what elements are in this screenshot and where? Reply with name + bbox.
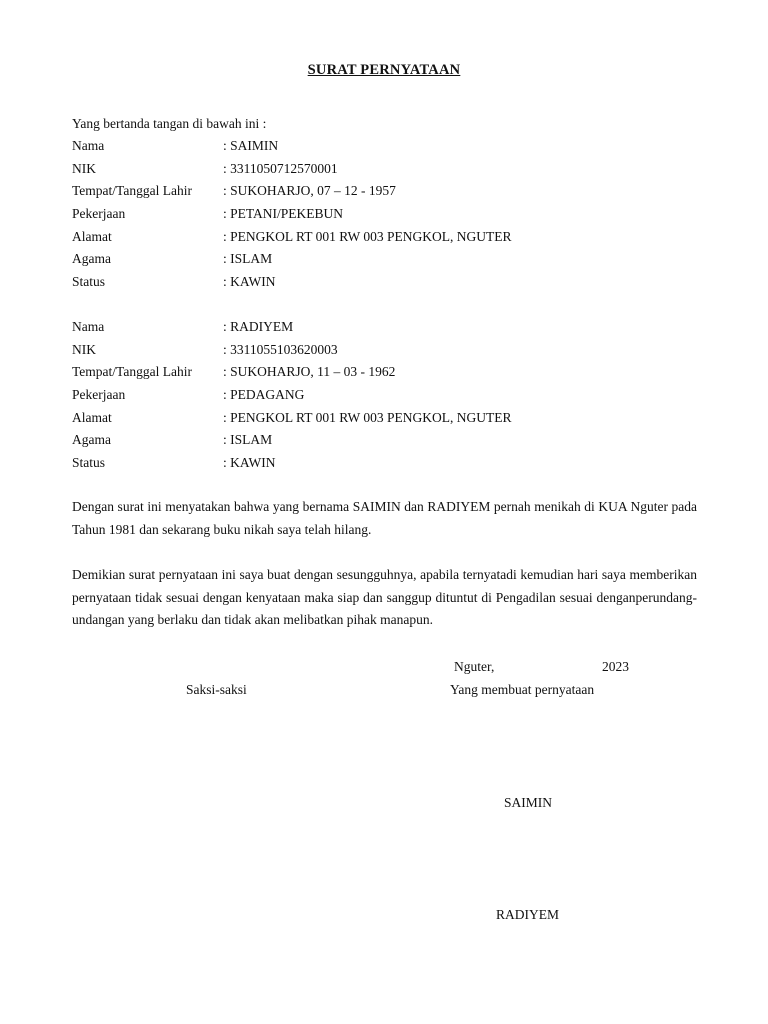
person1-nik-value: : 3311050712570001 (223, 161, 338, 176)
person2-religion-label: Agama (72, 432, 111, 447)
intro-text: Yang bertanda tangan di bawah ini : (72, 116, 267, 131)
person2-nik-value: : 3311055103620003 (223, 342, 338, 357)
person1-name-value: : SAIMIN (223, 138, 279, 153)
person2-status-label: Status (72, 455, 106, 470)
person2-birth-label: Tempat/Tanggal Lahir (72, 364, 192, 379)
statement-paragraph: Dengan surat ini menyatakan bahwa yang bernama SAIMIN dan RADIYEM pernah menikah di KUA Nguter pada Tahun 1981 dan sekarang buku nikah saya telah hilang. (72, 499, 697, 537)
person1-occupation-label: Pekerjaan (72, 206, 126, 221)
person1-occupation-value: : PETANI/PEKEBUN (223, 206, 344, 221)
person2-nik-label: NIK (72, 342, 96, 357)
place-text: Nguter, (454, 659, 495, 674)
person1-birth-value: : SUKOHARJO, 07 – 12 - 1957 (223, 183, 396, 198)
person2-religion-value: : ISLAM (223, 432, 273, 447)
person1-address-label: Alamat (72, 229, 112, 244)
year-text: 2023 (602, 659, 629, 674)
person2-occupation-label: Pekerjaan (72, 387, 126, 402)
maker-label: Yang membuat pernyataan (450, 682, 595, 697)
person1-status-label: Status (72, 274, 106, 289)
person2-status-value: : KAWIN (223, 455, 276, 470)
person1-religion-value: : ISLAM (223, 251, 273, 266)
signer2-name: RADIYEM (496, 907, 559, 922)
signer1-name: SAIMIN (504, 795, 553, 810)
closing-paragraph: Demikian surat pernyataan ini saya buat dengan sesungguhnya, apabila ternyatadi kemudian hari saya memberikan pernyataan tidak sesuai dengan kenyataan maka siap dan sanggup dituntut di Pengadilan sesuai denganperundang-undangan yang berlaku dan tidak akan melibatkan pihak manapun. (72, 567, 697, 628)
person1-religion-label: Agama (72, 251, 111, 266)
person2-address-label: Alamat (72, 410, 112, 425)
person1-birth-label: Tempat/Tanggal Lahir (72, 183, 192, 198)
person1-status-value: : KAWIN (223, 274, 276, 289)
person2-occupation-value: : PEDAGANG (223, 387, 305, 402)
person2-address-value: : PENGKOL RT 001 RW 003 PENGKOL, NGUTER (223, 410, 512, 425)
person1-nik-label: NIK (72, 161, 96, 176)
document-title: SURAT PERNYATAAN (307, 62, 461, 78)
person2-name-label: Nama (72, 319, 105, 334)
person2-name-value: : RADIYEM (223, 319, 294, 334)
person1-name-label: Nama (72, 138, 105, 153)
person2-birth-value: : SUKOHARJO, 11 – 03 - 1962 (223, 364, 396, 379)
witness-label: Saksi-saksi (186, 682, 247, 697)
person1-address-value: : PENGKOL RT 001 RW 003 PENGKOL, NGUTER (223, 229, 512, 244)
